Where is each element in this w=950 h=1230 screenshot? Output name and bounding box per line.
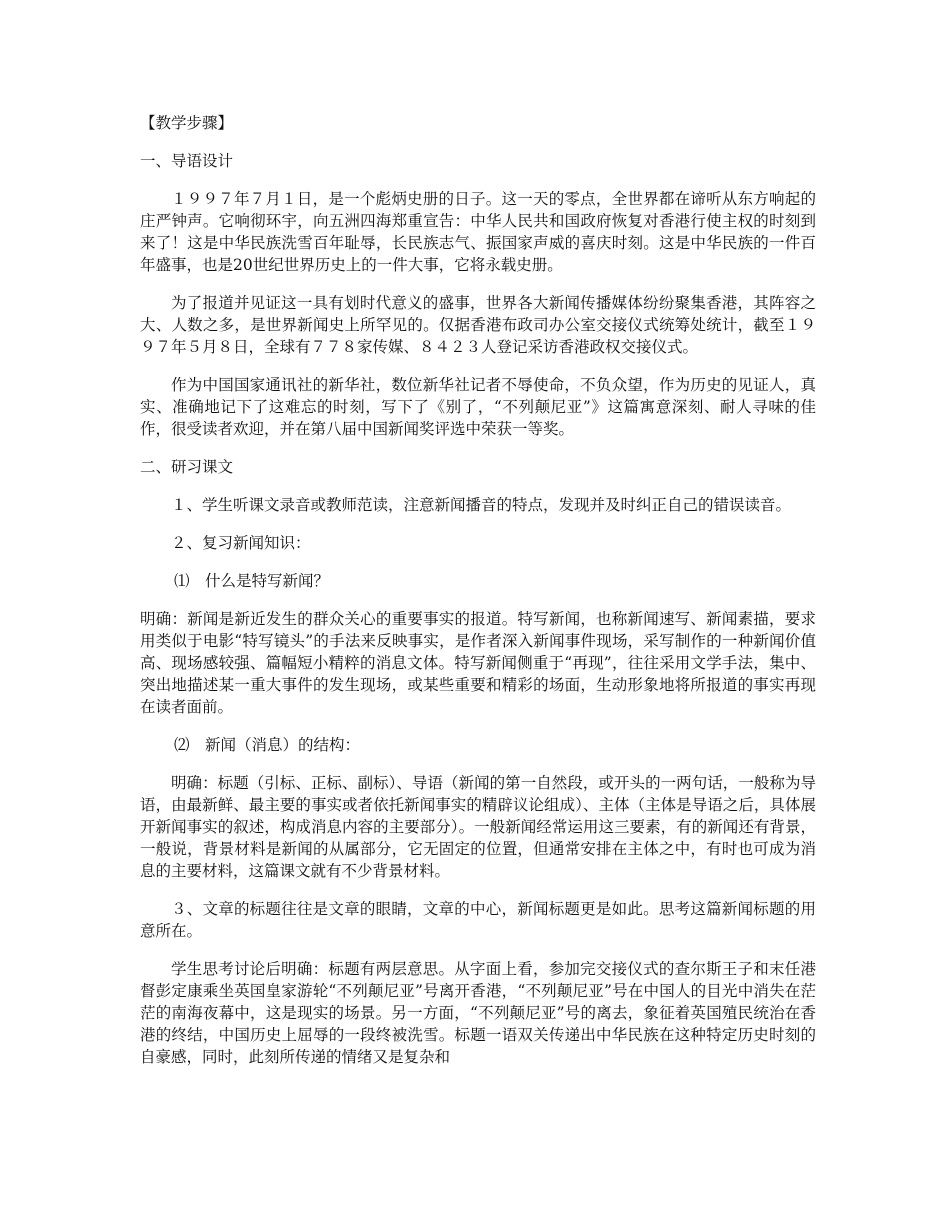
teaching-steps-title: 【教学步骤】 bbox=[140, 114, 234, 132]
answer-2-paragraph: 明确：标题（引标、正标、副标）、导语（新闻的第一自然段，或开头的一两句话，一般称为导语，由最新鲜、最主要的事实或者依托新闻事实的精辟议论组成）、主体（主体是导语之后，具体展开新闻事实的叙述，构成消息内容的主要部分）。一般新闻经常运用这三要素，有的新闻还有背景，一般说，背景材料是新闻的从属部分，它无固定的位置，但通常安排在主体之中，有时也可成为消息的主要材料，这篇课文就有不少背景材料。 bbox=[140, 774, 816, 880]
document-page bbox=[140, 112, 816, 1084]
section-study-title: 二、研习课文 bbox=[140, 458, 234, 476]
intro-paragraph-3: 作为中国国家通讯社的新华社，数位新华社记者不辱使命，不负众望，作为历史的见证人，真实、准确地记下了这难忘的时刻，写下了《别了，“不列颠尼亚”》这篇寓意深刻、耐人寻味的佳作，很受读者欢迎，并在第八届中国新闻奖评选中荣获一等奖。 bbox=[140, 376, 816, 438]
intro-paragraph-2: 为了报道并见证这一具有划时代意义的盛事，世界各大新闻传播媒体纷纷聚集香港，其阵容之大、人数之多，是世界新闻史上所罕见的。仅据香港布政司办公室交接仪式统筹处统计，截至１９９７年５月８日，全球有７７８家传媒、８４２３人登记采访香港政权交接仪式。 bbox=[140, 294, 816, 356]
question-2: ⑵ 新闻（消息）的结构： bbox=[174, 736, 361, 754]
answer-1-paragraph: 明确：新闻是新近发生的群众关心的重要事实的报道。特写新闻，也称新闻速写、新闻素描，要求用类似于电影“特写镜头”的手法来反映事实，是作者深入新闻事件现场，采写制作的一种新闻价值高、现场感较强、篇幅短小精粹的消息文体。特写新闻侧重于“再现”，往往采用文学手法，集中、突出地描述某一重大事件的发生现场，或某些重要和精彩的场面，生动形象地将所报道的事实再现在读者面前。 bbox=[140, 610, 816, 716]
study-item-3: ３、文章的标题往往是文章的眼睛，文章的中心，新闻标题更是如此。思考这篇新闻标题的用意所在。 bbox=[140, 900, 816, 940]
section-intro-title: 一、导语设计 bbox=[140, 152, 234, 170]
question-1: ⑴ 什么是特写新闻？ bbox=[174, 572, 330, 590]
intro-paragraph-1: １９９７年７月１日，是一个彪炳史册的日子。这一天的零点，全世界都在谛听从东方响起的庄严钟声。它响彻环宇，向五洲四海郑重宣告：中华人民共和国政府恢复对香港行使主权的时刻到来了！这是中华民族洗雪百年耻辱，长民族志气、振国家声威的喜庆时刻。这是中华民族的一件百年盛事，也是20世纪世界历史上的一件大事，它将永载史册。 bbox=[140, 190, 816, 274]
study-item-2: ２、复习新闻知识： bbox=[171, 534, 311, 552]
study-item-1: １、学生听课文录音或教师范读，注意新闻播音的特点，发现并及时纠正自己的错误读音。 bbox=[171, 496, 792, 514]
answer-3-paragraph: 学生思考讨论后明确：标题有两层意思。从字面上看，参加完交接仪式的查尔斯王子和末任港督彭定康乘坐英国皇家游轮“不列颠尼亚”号离开香港，“不列颠尼亚”号在中国人的目光中消失在茫茫的南海夜幕中，这是现实的场景。另一方面，“不列颠尼亚”号的离去，象征着英国殖民统治在香港的终结，中国历史上屈辱的一段终被洗雪。标题一语双关传递出中华民族在这种特定历史时刻的自豪感，同时，此刻所传递的情绪又是复杂和 bbox=[140, 960, 816, 1066]
